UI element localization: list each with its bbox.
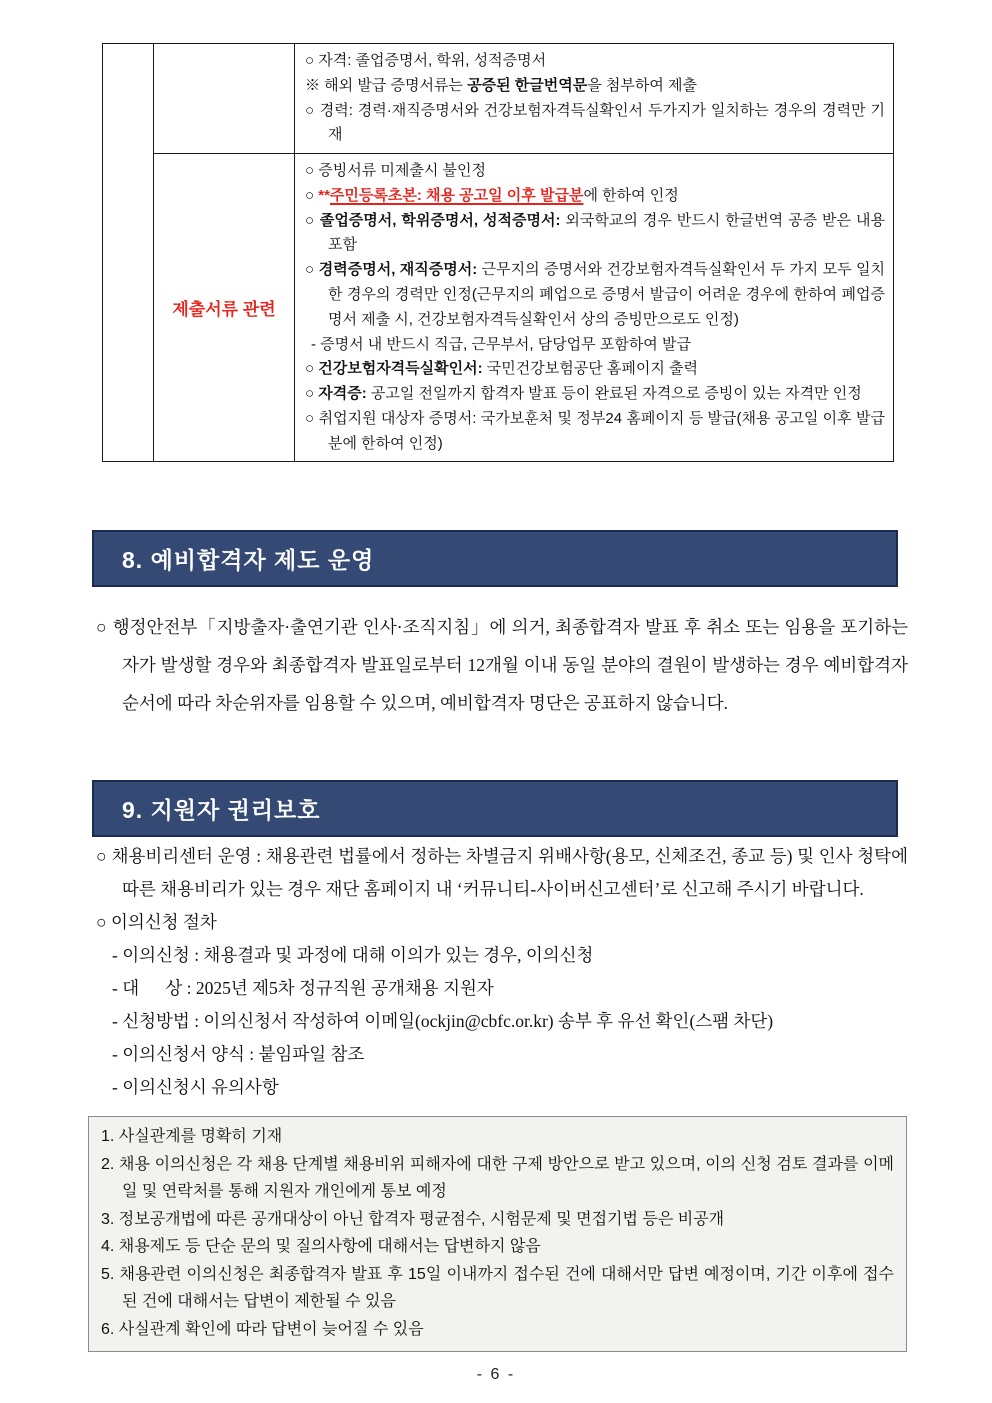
table-cell-row-label: 제출서류 관련	[154, 154, 295, 462]
page-number: - 6 -	[476, 1366, 516, 1383]
doc-line	[305, 209, 885, 259]
text-segment: ○ 경력: 경력·재직증명서와 건강보험자격득실확인서 두가지가 일치하는 경우의 경력만 기재	[305, 101, 885, 144]
text-segment: 공고일 전일까지 합격자 발표 등이 완료된 자격으로 증빙이 있는 자격만 인정	[366, 385, 862, 403]
text-segment: 공증된 한글번역문	[467, 76, 588, 94]
appeal-procedure-bullet: ○ 이의신청 절차	[96, 912, 217, 932]
appeal-sub-item: - 이의신청 : 채용결과 및 과정에 대해 이의가 있는 경우, 이의신청	[112, 945, 594, 965]
notice-item: 3. 정보공개법에 따른 공개대상이 아닌 합격자 평균점수, 시험문제 및 면접기법 등은 비공개	[101, 1210, 725, 1228]
text-segment: ○ 자격: 졸업증명서, 학위, 성적증명서	[305, 52, 547, 69]
section-8-header-bar	[92, 530, 898, 587]
text-segment: ○	[305, 261, 319, 279]
text-segment: - 증명서 내 반드시 직급, 근무부서, 담당업무 포함하여 발급	[311, 335, 691, 353]
text-segment: ○	[305, 360, 319, 378]
text-segment: 외국학교의 경우 반드시 한글번역 공증 받은 내용 포함	[328, 211, 885, 254]
doc-line	[305, 357, 885, 382]
corruption-center-bullet: ○ 채용비리센터 운영 : 채용관련 법률에서 정하는 차별금지 위배사항(용모, 신체조건, 종교 등) 및 인사 청탁에 따른 채용비리가 있는 경우 재단 홈페이지 내 ‘커뮤니티-사이버신고센터’로 신고해 주시기 바랍니다.	[96, 846, 908, 899]
doc-subline	[305, 333, 885, 358]
doc-line	[305, 99, 885, 149]
text-segment: 국민건강보험공단 홈페이지 출력	[482, 360, 698, 378]
appeal-sub-item: - 이의신청시 유의사항	[112, 1077, 279, 1097]
text-segment: 졸업증명서, 학위증명서, 성적증명서:	[319, 211, 561, 229]
doc-line	[305, 49, 885, 74]
doc-line	[305, 407, 885, 457]
text-segment: 주민등록초본: 채용 공고일 이후 발급분	[329, 186, 584, 204]
section-9-content	[96, 840, 908, 1104]
text-segment: 을 첨부하여 제출	[587, 76, 697, 94]
table-row	[103, 44, 894, 154]
text-segment: 건강보험자격득실확인서:	[318, 360, 483, 378]
text-segment: **	[318, 186, 330, 204]
text-segment: ○ 취업지원 대상자 증명서: 국가보훈처 및 정부24 홈페이지 등 발급(채용 공고일 이후 발급분에 한하여 인정)	[305, 409, 885, 452]
appeal-sub-item-email: - 신청방법 : 이의신청서 작성하여 이메일(ockjin@cbfc.or.kr) 송부 후 유선 확인(스팸 차단)	[112, 1011, 774, 1031]
table-cell-label-empty	[154, 44, 295, 154]
text-segment: ○ 증빙서류 미제출시 불인정	[305, 162, 486, 179]
notice-item: 6. 사실관계 확인에 따라 답변이 늦어질 수 있음	[101, 1320, 424, 1338]
text-segment: ○	[305, 186, 319, 204]
text-segment: 에 한하여 인정	[583, 186, 679, 204]
doc-line	[305, 159, 885, 184]
table-row	[103, 154, 894, 462]
text-segment: ○	[305, 211, 320, 229]
appeal-sub-item: - 이의신청서 양식 : 붙임파일 참조	[112, 1044, 365, 1064]
text-segment: 근무지의 증명서와 건강보험자격득실확인서 두 가지 모두 일치한 경우의 경력만 인정(근무지의 폐업으로 증명서 발급이 어려운 경우에 한하여 폐업증명서 제출 시, 건강보험자격득실확인서 상의 증빙만으로도 인정)	[328, 261, 885, 328]
doc-line	[305, 74, 885, 99]
section-8-paragraph: ○ 행정안전부「지방출자·출연기관 인사·조직지침」에 의거, 최종합격자 발표 후 취소 또는 임용을 포기하는 자가 발생할 경우와 최종합격자 발표일로부터 12개월 이내 동일 분야의 결원이 발생하는 경우 예비합격자 순서에 따라 차순위자를 임용할 수 있으며, 예비합격자 명단은 공표하지 않습니다.	[96, 617, 908, 713]
section-9-title: 9. 지원자 권리보호	[122, 797, 321, 823]
appeal-notice-box	[88, 1116, 907, 1352]
section-9-header-bar	[92, 780, 898, 837]
text-segment: 자격증:	[318, 385, 367, 403]
table-cell-submission-notes	[295, 154, 894, 462]
notice-item: 2. 채용 이의신청은 각 채용 단계별 채용비위 피해자에 대한 구제 방안으로 받고 있으며, 이의 신청 검토 결과를 이메일 및 연락처를 통해 지원자 개인에게 통보 예정	[101, 1155, 894, 1200]
doc-line	[305, 258, 885, 332]
section-8-title: 8. 예비합격자 제도 운영	[122, 547, 375, 573]
doc-line-resident-register	[305, 184, 885, 209]
notice-item: 5. 채용관련 이의신청은 최종합격자 발표 후 15일 이내까지 접수된 건에 대해서만 답변 예정이며, 기간 이후에 접수된 건에 대해서는 답변이 제한될 수 있음	[101, 1265, 894, 1310]
doc-line	[305, 382, 885, 407]
text-segment: 경력증명서, 재직증명서:	[318, 261, 478, 279]
notice-item: 4. 채용제도 등 단순 문의 및 질의사항에 대해서는 답변하지 않음	[101, 1238, 541, 1255]
text-segment: ※ 해외 발급 증명서류는	[305, 76, 468, 94]
table-cell-qualification-docs	[295, 44, 894, 154]
notice-item: 1. 사실관계를 명확히 기재	[101, 1128, 283, 1145]
table-cell-left-empty	[103, 44, 154, 462]
submission-documents-table	[102, 43, 894, 462]
text-segment: ○	[305, 385, 319, 403]
appeal-sub-item: - 대 상 : 2025년 제5차 정규직원 공개채용 지원자	[112, 978, 494, 998]
